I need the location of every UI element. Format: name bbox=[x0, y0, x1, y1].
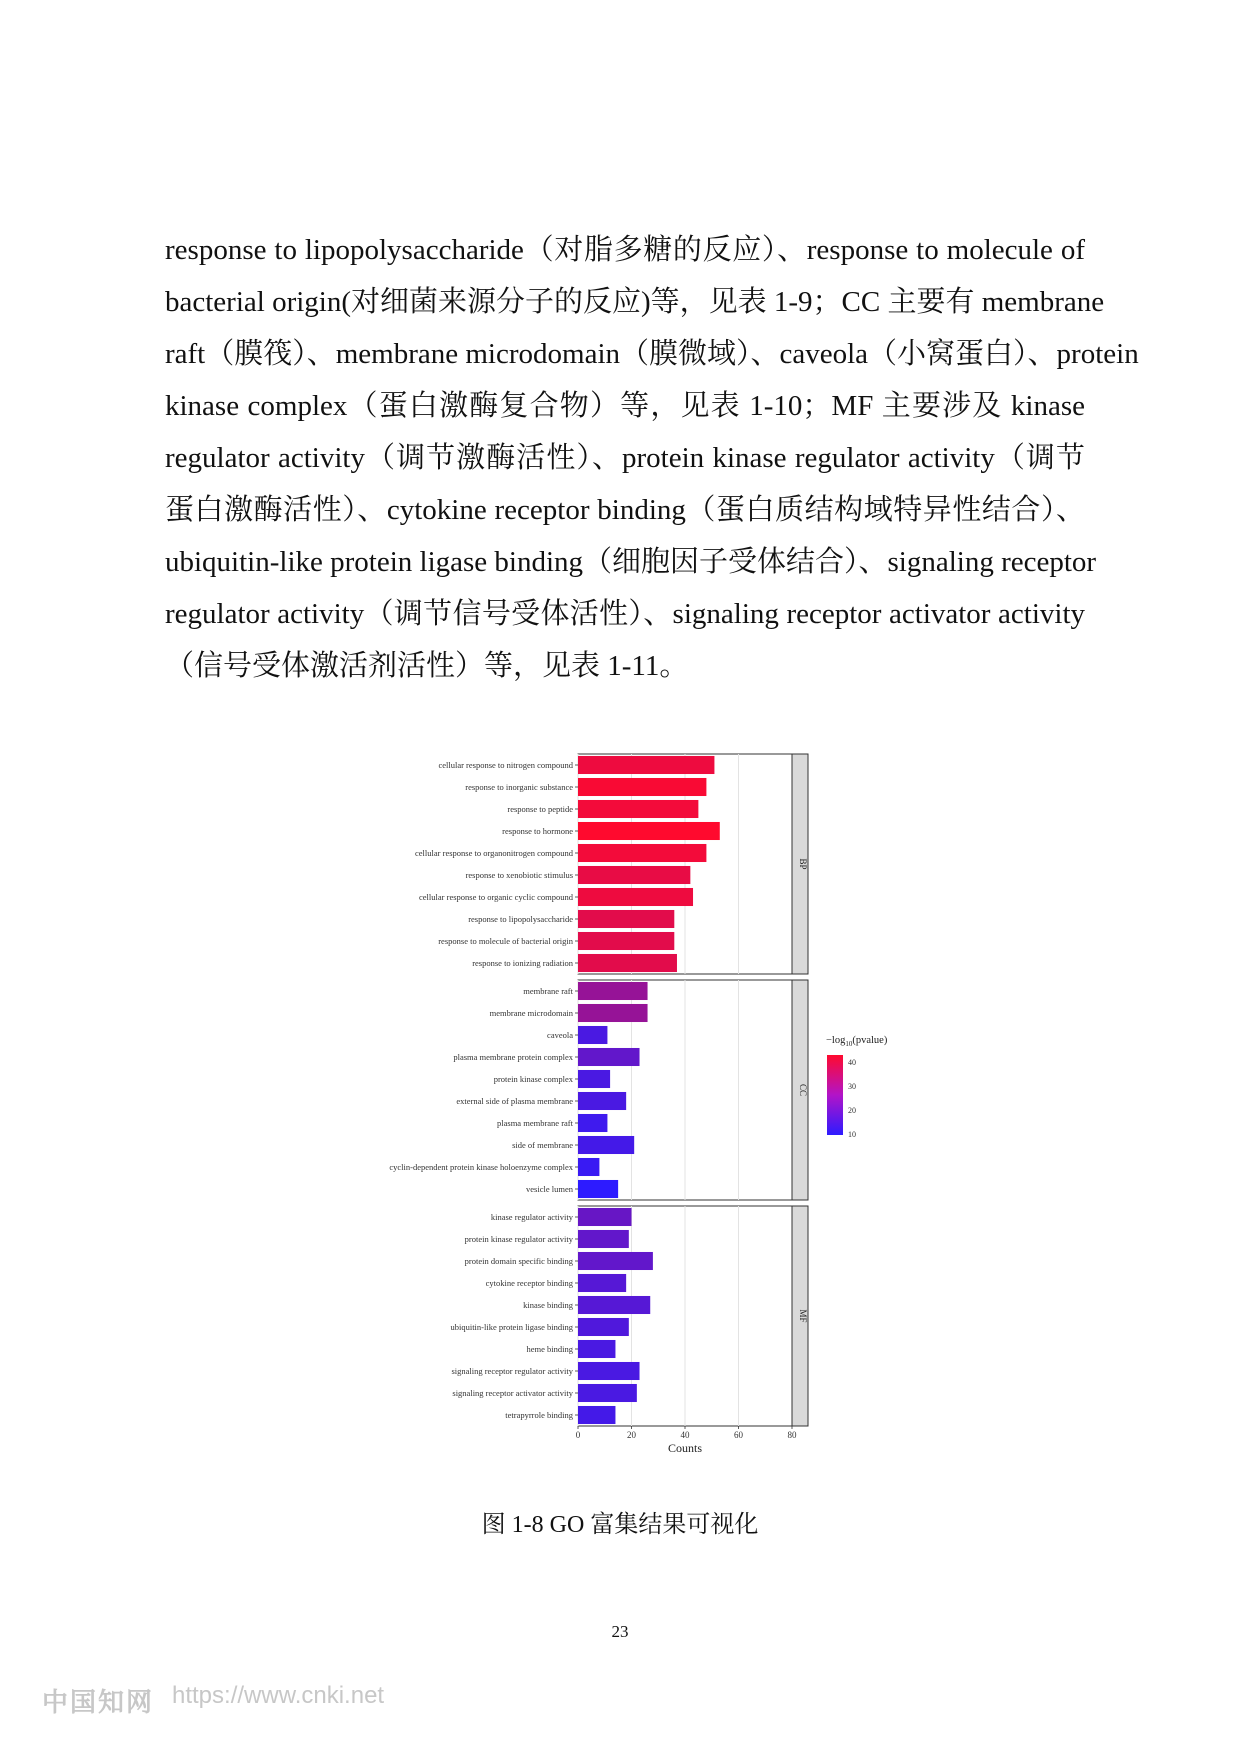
legend-colorbar bbox=[827, 1055, 843, 1135]
category-label: response to lipopolysaccharide bbox=[468, 914, 573, 924]
category-label: response to peptide bbox=[507, 804, 573, 814]
bar bbox=[578, 778, 706, 796]
paragraph-line: 蛋白激酶活性）、cytokine receptor binding（蛋白质结构域特异性结合）、 bbox=[165, 494, 1085, 526]
bar bbox=[578, 1406, 615, 1424]
bar bbox=[578, 1252, 653, 1270]
paragraph-line: bacterial origin(对细菌来源分子的反应)等，见表 1-9；CC 主要有 membrane bbox=[165, 286, 1105, 318]
category-label: plasma membrane protein complex bbox=[453, 1052, 573, 1062]
legend-tick-label: 10 bbox=[848, 1130, 856, 1139]
bar bbox=[578, 910, 674, 928]
bar bbox=[578, 1296, 650, 1314]
watermark-url: https://www.cnki.net bbox=[172, 1682, 385, 1709]
bar bbox=[578, 1230, 629, 1248]
category-label: heme binding bbox=[526, 1344, 573, 1354]
x-tick-label: 20 bbox=[627, 1430, 636, 1440]
category-label: side of membrane bbox=[512, 1140, 573, 1150]
bar bbox=[578, 1274, 626, 1292]
bar bbox=[578, 800, 698, 818]
category-label: response to hormone bbox=[502, 826, 573, 836]
paragraph-line: kinase complex（蛋白激酶复合物）等，见表 1-10；MF 主要涉及 kinase bbox=[165, 390, 1085, 422]
bar bbox=[578, 1208, 632, 1226]
x-tick-label: 40 bbox=[680, 1430, 690, 1440]
bar bbox=[578, 1026, 607, 1044]
category-label: response to ionizing radiation bbox=[472, 958, 573, 968]
category-label: plasma membrane raft bbox=[497, 1118, 573, 1128]
bar bbox=[578, 1340, 615, 1358]
category-label: membrane raft bbox=[523, 986, 573, 996]
bar bbox=[578, 932, 674, 950]
facet-strip-label: MF bbox=[798, 1309, 808, 1323]
page-number: 23 bbox=[611, 1622, 629, 1641]
category-label: vesicle lumen bbox=[526, 1184, 573, 1194]
category-label: protein kinase regulator activity bbox=[464, 1234, 573, 1244]
legend-tick-label: 20 bbox=[848, 1106, 856, 1115]
bar bbox=[578, 954, 677, 972]
watermark-logo: 中国知网 bbox=[42, 1687, 155, 1717]
bar bbox=[578, 1092, 626, 1110]
bar bbox=[578, 1180, 618, 1198]
category-label: response to xenobiotic stimulus bbox=[465, 870, 573, 880]
x-tick-label: 80 bbox=[787, 1430, 797, 1440]
bar bbox=[578, 822, 720, 840]
category-label: membrane microdomain bbox=[489, 1008, 573, 1018]
bar bbox=[578, 1158, 599, 1176]
x-axis-label: Counts bbox=[667, 1441, 703, 1455]
category-label: cytokine receptor binding bbox=[485, 1278, 573, 1288]
bar bbox=[578, 844, 706, 862]
bar bbox=[578, 1048, 640, 1066]
category-label: caveola bbox=[547, 1030, 573, 1040]
x-tick-label: 60 bbox=[734, 1430, 743, 1440]
figure-caption: 图 1-8 GO 富集结果可视化 bbox=[481, 1512, 759, 1538]
paragraph-line: regulator activity（调节信号受体活性）、signaling receptor activator activity bbox=[165, 598, 1085, 630]
bar bbox=[578, 1384, 637, 1402]
legend-tick-label: 30 bbox=[848, 1082, 856, 1091]
legend-tick-label: 40 bbox=[848, 1058, 856, 1067]
paragraph-line: ubiquitin-like protein ligase binding（细胞因子受体结合）、signaling receptor bbox=[165, 546, 1097, 578]
bar bbox=[578, 1114, 607, 1132]
legend-title: $-\log_{10}(pvalue)$ bbox=[826, 1035, 888, 1048]
bar bbox=[578, 1004, 648, 1022]
category-label: ubiquitin-like protein ligase binding bbox=[450, 1322, 573, 1332]
category-label: protein domain specific binding bbox=[464, 1256, 573, 1266]
category-label: cellular response to nitrogen compound bbox=[438, 760, 573, 770]
x-tick-label: 0 bbox=[575, 1430, 581, 1440]
body-paragraph bbox=[165, 224, 1139, 692]
bar bbox=[578, 756, 714, 774]
bar bbox=[578, 1136, 634, 1154]
paragraph-line: （信号受体激活剂活性）等，见表 1-11。 bbox=[165, 650, 689, 682]
go-enrichment-chart bbox=[330, 750, 930, 1480]
category-label: cellular response to organic cyclic compound bbox=[419, 892, 573, 902]
bar bbox=[578, 1318, 629, 1336]
category-label: cellular response to organonitrogen compound bbox=[415, 848, 573, 858]
category-label: kinase binding bbox=[523, 1300, 573, 1310]
paragraph-line: regulator activity（调节激酶活性）、protein kinase regulator activity（调节 bbox=[165, 442, 1085, 474]
category-label: signaling receptor activator activity bbox=[452, 1388, 573, 1398]
bar bbox=[578, 1362, 640, 1380]
facet-strip-label: BP bbox=[798, 858, 808, 870]
category-label: tetrapyrrole binding bbox=[505, 1410, 573, 1420]
bar bbox=[578, 888, 693, 906]
category-label: response to inorganic substance bbox=[465, 782, 573, 792]
category-label: kinase regulator activity bbox=[490, 1212, 573, 1222]
category-label: signaling receptor regulator activity bbox=[451, 1366, 573, 1376]
bar bbox=[578, 982, 648, 1000]
paragraph-line: raft（膜筏）、membrane microdomain（膜微域）、caveola（小窝蛋白）、protein bbox=[165, 338, 1139, 370]
category-label: protein kinase complex bbox=[493, 1074, 573, 1084]
facet-strip-label: CC bbox=[798, 1083, 808, 1097]
bar bbox=[578, 1070, 610, 1088]
category-label: cyclin-dependent protein kinase holoenzyme complex bbox=[389, 1162, 573, 1172]
paragraph-line: response to lipopolysaccharide（对脂多糖的反应）、response to molecule of bbox=[165, 234, 1085, 266]
category-label: external side of plasma membrane bbox=[456, 1096, 573, 1106]
bar bbox=[578, 866, 690, 884]
category-label: response to molecule of bacterial origin bbox=[438, 936, 573, 946]
